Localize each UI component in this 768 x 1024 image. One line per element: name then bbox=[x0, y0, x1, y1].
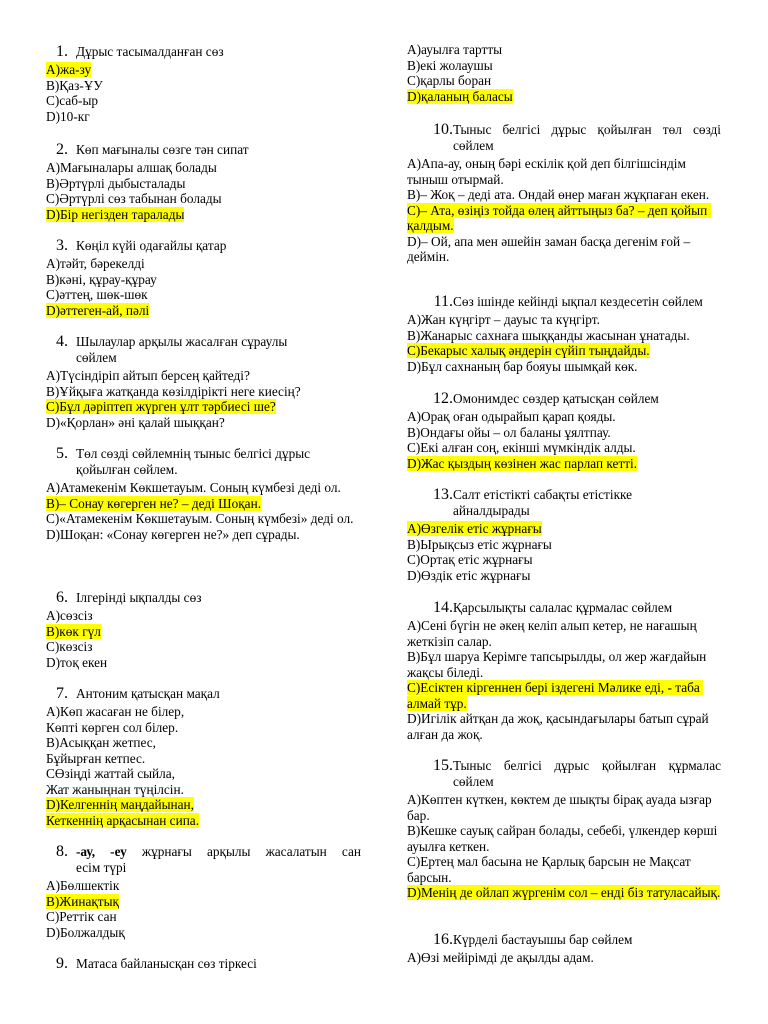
answer-option-a: А)Сені бүгін не әкең келіп алып кетер, не нағашың жеткізіп салар. bbox=[407, 618, 701, 649]
answer-option-c: С)Ертең мал басына не Қарлық барсын не Мақсат барсын. bbox=[407, 854, 695, 885]
answer-option-a: А)Өзі мейірімді де ақылды адам. bbox=[407, 950, 594, 965]
answer-option-c: С)Екі алған соң, екінші мүмкіндік алды. bbox=[407, 440, 636, 455]
answer-option-b: В)Асыққан жетпес, Бұйырған кетпес. bbox=[46, 735, 156, 766]
answer-option-a: А)Өзгелік етіс жұрнағы bbox=[407, 521, 542, 536]
answer-option-c: С)Әртүрлі сөз табынан болады bbox=[46, 191, 222, 206]
question-number: 8. bbox=[56, 843, 68, 860]
question-text: Көңіл күйі одағайлы қатар bbox=[76, 238, 227, 253]
answer-option-b: В)кәні, құрау-құрау bbox=[46, 271, 157, 287]
answer-option-a: А)тәйт, бәрекелді bbox=[46, 256, 145, 271]
answer-option-b: В)Кешке сауық сайран болады, себебі, үлкендер көрші ауылға кеткен. bbox=[407, 823, 721, 854]
question-number: 14. bbox=[433, 599, 453, 616]
answer-option-c: С)Бекарыс халық әндерін сүйіп тыңдайды. bbox=[407, 343, 650, 358]
answer-option-a: А)Орақ оған одырайып қарап қояды. bbox=[407, 409, 616, 424]
question-number: 9. bbox=[56, 955, 68, 972]
answer-option-d: D)Өздік етіс жұрнағы bbox=[407, 567, 531, 583]
answer-option-c: С)қарлы боран bbox=[407, 73, 492, 88]
question-number: 10. bbox=[433, 121, 453, 138]
question-number: 11. bbox=[433, 293, 453, 310]
answer-option-c: С)көзсіз bbox=[46, 639, 93, 654]
answer-option-a: А)ауылға тартты bbox=[407, 42, 503, 57]
question-text: Тыныс белгісі дұрыс қойылған төл сөзді bbox=[453, 122, 721, 137]
question-text-continuation: сөйлем bbox=[453, 138, 494, 153]
answer-option-d: D)«Қорлан» әні қалай шыққан? bbox=[46, 414, 225, 430]
answer-option-c: С)әттең, шөк-шөк bbox=[46, 287, 148, 302]
question-number: 13. bbox=[433, 486, 453, 503]
answer-option-c: С)– Ата, өзіңіз тойда өлең айттыңыз ба? – деп қойып қалдым. bbox=[407, 202, 711, 233]
question-10 bbox=[407, 122, 721, 265]
answer-option-d: D)Келгеннің маңдайынан, Кеткеннің арқасынан сипа. bbox=[46, 797, 200, 828]
answer-option-c: С)Ортақ етіс жұрнағы bbox=[407, 552, 533, 567]
answer-option-b: В)– Сонау көгерген не? – деді Шоқан. bbox=[46, 495, 262, 511]
answer-option-d: D)Бір негізден таралады bbox=[46, 206, 185, 222]
answer-option-c: С)Реттік сан bbox=[46, 909, 117, 924]
question-text-continuation: есім түрі bbox=[76, 860, 127, 875]
question-number: 16. bbox=[433, 931, 453, 948]
question-text-continuation: сөйлем bbox=[453, 774, 494, 789]
answer-option-a: А)Түсіндіріп айтып берсең қайтеді? bbox=[46, 368, 250, 383]
question-number: 3. bbox=[56, 237, 68, 254]
question-number: 6. bbox=[56, 589, 68, 606]
answer-option-d: D)10-кг bbox=[46, 108, 90, 124]
question-text: Дұрыс тасымалданған сөз bbox=[76, 44, 224, 59]
answer-option-d: D)Бұл сахнаның бар бояуы шымқай көк. bbox=[407, 358, 638, 374]
question-14 bbox=[407, 600, 721, 742]
question-text: Матаса байланысқан сөз тіркесі bbox=[76, 956, 257, 971]
question-16 bbox=[407, 932, 721, 966]
question-text: Омонимдес сөздер қатысқан сөйлем bbox=[453, 391, 659, 406]
question-number: 12. bbox=[433, 390, 453, 407]
question-4 bbox=[46, 334, 361, 430]
answer-option-a: А)Апа-ау, оның бәрі ескілік қой деп білгішсіндім тыныш отырмай. bbox=[407, 156, 690, 187]
question-text: Күрделі бастауышы бар сөйлем bbox=[453, 932, 633, 947]
answer-option-b: В)көк гүл bbox=[46, 623, 101, 639]
question-number: 2. bbox=[56, 141, 68, 158]
answer-option-d: D)Шоқан: «Сонау көгерген не?» деп сұрады. bbox=[46, 526, 300, 542]
question-15 bbox=[407, 758, 721, 901]
answer-option-a: А)жа-зу bbox=[46, 62, 92, 77]
question-1 bbox=[46, 44, 361, 124]
answer-option-b: В)Жанарыс сахнаға шыққанды жасынан ұнатады. bbox=[407, 327, 690, 343]
answer-option-a: А)Мағыналары алшақ болады bbox=[46, 160, 217, 175]
answer-option-b: В)Ырықсыз етіс жұрнағы bbox=[407, 536, 552, 552]
answer-option-d: D)қаланың баласы bbox=[407, 88, 513, 104]
question-11 bbox=[407, 294, 721, 374]
answer-option-a: А)Көп жасаған не білер, Көпті көрген сол білер. bbox=[46, 704, 185, 735]
question-9-options bbox=[407, 42, 721, 104]
answer-option-a: А)Жан күңгірт – дауыс та күңгірт. bbox=[407, 312, 600, 327]
question-text: Тыныс белгісі дұрыс қойылған құрмалас bbox=[453, 758, 721, 773]
question-text-continuation: айналдырады bbox=[453, 503, 530, 518]
answer-option-c: СӨзіңді жаттай сыйла, Жат жаныңнан түңілсін. bbox=[46, 766, 184, 797]
question-number: 7. bbox=[56, 685, 68, 702]
question-text: Сөз ішінде кейінді ықпал кездесетін сөйлем bbox=[453, 294, 703, 309]
question-7 bbox=[46, 686, 361, 828]
answer-option-c: С)Бұл дәріптеп жүрген ұлт тәрбиесі ше? bbox=[46, 399, 276, 414]
answer-option-d: D)әттеген-ай, пәлі bbox=[46, 302, 150, 318]
question-number: 4. bbox=[56, 333, 68, 350]
question-text: Салт етістікті сабақты етістікке bbox=[453, 487, 633, 502]
answer-option-b: В)– Жоқ – деді ата. Ондай өнер маған жұқпаған екен. bbox=[407, 187, 710, 202]
question-text: Ілгерінді ықпалды сөз bbox=[76, 590, 202, 605]
answer-option-d: D)тоқ екен bbox=[46, 654, 108, 670]
question-3 bbox=[46, 238, 361, 318]
question-13 bbox=[407, 487, 721, 583]
answer-option-b: В)Қаз-ҰУ bbox=[46, 77, 103, 93]
question-number: 1. bbox=[56, 43, 68, 60]
answer-option-b: В)Бұл шаруа Керімге тапсырылды, ол жер жағдайын жақсы біледі. bbox=[407, 649, 710, 680]
answer-option-d: D)– Ой, апа мен әшейін заман басқа дегенім ғой – деймін. bbox=[407, 233, 694, 264]
answer-option-d: D)Менің де ойлап жүргенім сол – енді біз татуласайық. bbox=[407, 885, 721, 900]
question-text: жұрнағы арқылы жасалатын сан bbox=[126, 844, 361, 859]
answer-option-d: D)Жас қыздың көзінен жас парлап кетті. bbox=[407, 455, 638, 471]
answer-option-b: В)Жинақтық bbox=[46, 893, 120, 909]
answer-option-d: D)Игілік айтқан да жоқ, қасындағылары батып сұрай алған да жоқ. bbox=[407, 711, 712, 742]
question-number: 15. bbox=[433, 757, 453, 774]
question-8 bbox=[46, 844, 361, 940]
question-6 bbox=[46, 590, 361, 670]
answer-option-a: А)Атамекенім Көкшетауым. Соның күмбезі деді ол. bbox=[46, 480, 341, 495]
question-2 bbox=[46, 142, 361, 222]
question-9 bbox=[46, 956, 361, 972]
answer-option-c: С)«Атамекенім Көкшетауым. Соның күмбезі» деді ол. bbox=[46, 511, 354, 526]
question-suffix: -ау, -еу bbox=[76, 844, 127, 859]
answer-option-b: В)Ондағы ойы – ол баланы ұялтпау. bbox=[407, 424, 611, 440]
question-text-continuation: қойылған сөйлем. bbox=[76, 462, 178, 477]
question-12 bbox=[407, 391, 721, 471]
question-text-continuation: сөйлем bbox=[76, 350, 117, 365]
question-text: Антоним қатысқан мақал bbox=[76, 686, 220, 701]
answer-option-a: А)сөзсіз bbox=[46, 608, 93, 623]
answer-option-b: В)Әртүрлі дыбысталады bbox=[46, 175, 186, 191]
answer-option-c: С)Есіктен кіргеннен бері іздегені Мәлике еді, - таба алмай тұр. bbox=[407, 680, 704, 711]
question-text: Көп мағыналы сөзге тән сипат bbox=[76, 142, 249, 157]
answer-option-b: В)Ұйқыға жатқанда көзілдірікті неге киесің? bbox=[46, 383, 301, 399]
question-number: 5. bbox=[56, 445, 68, 462]
answer-option-d: D)Болжалдық bbox=[46, 924, 125, 940]
answer-option-a: А)Көптен күткен, көктем де шықты бірақ ауада ызғар бар. bbox=[407, 792, 715, 823]
question-5 bbox=[46, 446, 361, 542]
answer-option-a: А)Бөлшектік bbox=[46, 878, 120, 893]
answer-option-c: С)саб-ыр bbox=[46, 93, 99, 108]
question-text: Шылаулар арқылы жасалған сұраулы bbox=[76, 334, 288, 349]
answer-option-b: В)екі жолаушы bbox=[407, 57, 493, 73]
question-text: Төл сөзді сөйлемнің тыныс белгісі дұрыс bbox=[76, 446, 311, 461]
question-text: Қарсылықты салалас құрмалас сөйлем bbox=[453, 600, 673, 615]
